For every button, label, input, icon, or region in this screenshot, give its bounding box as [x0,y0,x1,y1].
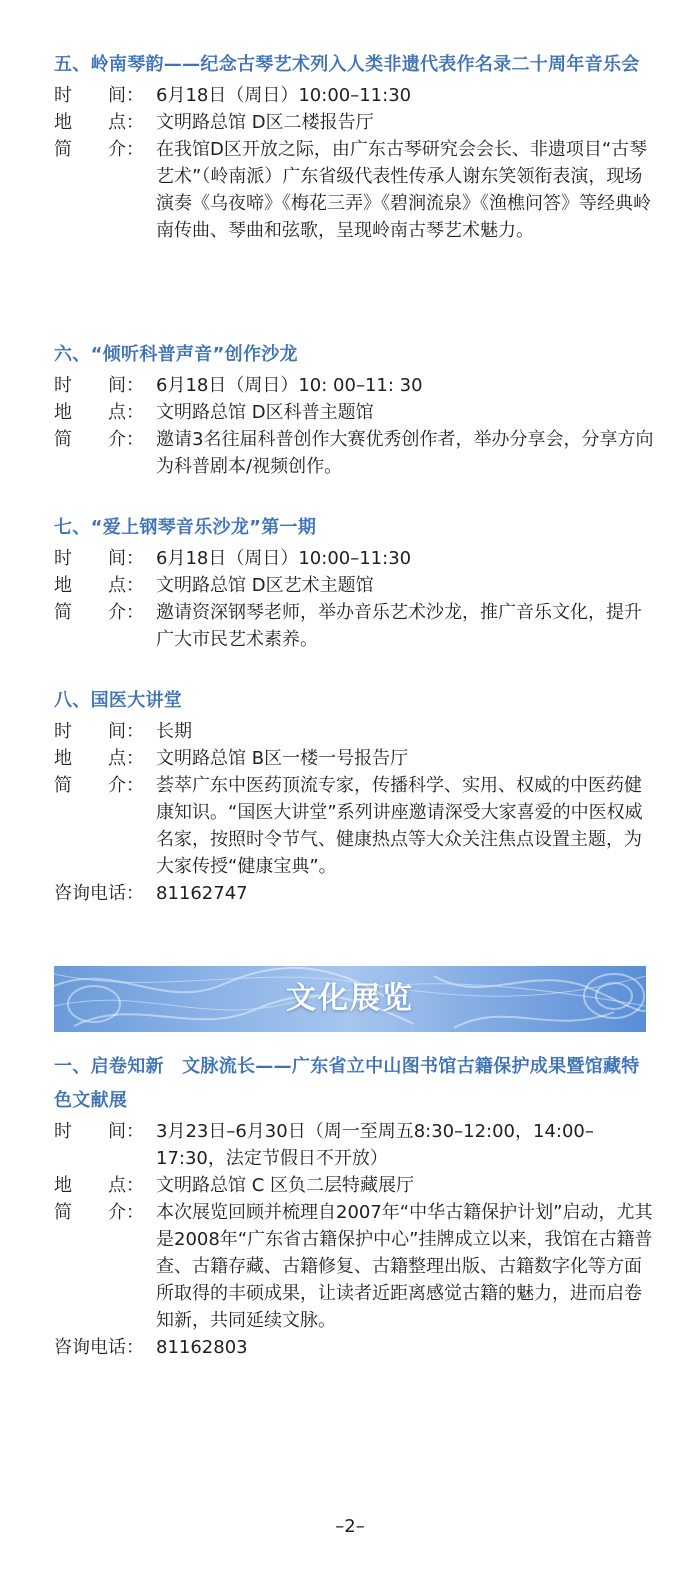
event-section-6 [54,338,654,480]
event-place-row [54,109,654,136]
event-intro: 邀请3名往届科普创作大赛优秀创作者，举办分享会，分享方向为科普剧本/视频创作。 [156,429,654,477]
exhibition-place: 文明路总馆 C 区负二层特藏展厅 [156,1175,415,1196]
event-title: 八、国医大讲堂 [54,690,183,711]
time-label: 时 间： [54,85,144,106]
event-phone-row [54,880,654,907]
exhibition-place-row [54,1172,654,1199]
event-place: 文明路总馆 D区艺术主题馆 [156,575,374,596]
exhibition-intro-row [54,1199,654,1334]
event-place-row [54,572,654,599]
exhibition-phone-row [54,1334,654,1361]
exhibition-phone: 81162803 [156,1337,248,1358]
time-label: 时 间： [54,721,144,742]
exhibition-title: 一、启卷知新 文脉流长——广东省立中山图书馆古籍保护成果暨馆藏特色文献展 [54,1056,640,1111]
event-intro-row [54,772,654,880]
event-time-row [54,372,654,399]
intro-label: 简 介： [54,602,144,623]
exhibition-time: 3月23日–6月30日（周一至周五8:30–12:00，14:00–17:30，法定节假日不开放） [156,1121,594,1169]
page-number: –2– [335,1516,365,1537]
intro-label: 简 介： [54,429,144,450]
time-label: 时 间： [54,548,144,569]
event-section-8 [54,684,654,907]
event-title: 六、“倾听科普声音”创作沙龙 [54,344,298,365]
exhibition-section-1 [54,1050,654,1361]
event-title: 七、“爱上钢琴音乐沙龙”第一期 [54,517,317,538]
time-label: 时 间： [54,1121,144,1142]
exhibition-time-row [54,1118,654,1172]
event-place-row [54,745,654,772]
event-intro: 在我馆D区开放之际，由广东古琴研究会会长、非遗项目“古琴艺术”（岭南派）广东省级代表性传承人谢东笑领衔表演，现场演奏《乌夜啼》《梅花三弄》《碧涧流泉》《渔樵问答》等经典岭南传曲、琴曲和弦歌，呈现岭南古琴艺术魅力。 [156,139,651,241]
event-time: 6月18日（周日）10:00–11:30 [156,548,412,569]
event-intro: 荟萃广东中医药顶流专家，传播科学、实用、权威的中医药健康知识。“国医大讲堂”系列讲座邀请深受大家喜爱的中医权威名家，按照时令节气、健康热点等大众关注焦点设置主题，为大家传授“健康宝典”。 [156,775,643,877]
event-place: 文明路总馆 D区科普主题馆 [156,402,374,423]
event-intro-row [54,136,654,244]
event-place: 文明路总馆 B区一楼一号报告厅 [156,748,409,769]
event-time: 6月18日（周日）10:00–11:30 [156,85,412,106]
event-time-row [54,545,654,572]
event-intro-row [54,599,654,653]
phone-label: 咨询电话： [54,883,144,904]
event-section-7 [54,511,654,653]
event-place-row [54,399,654,426]
place-label: 地 点： [54,1175,144,1196]
place-label: 地 点： [54,112,144,133]
banner-title: 文化展览 [286,981,414,1016]
intro-label: 简 介： [54,139,144,160]
place-label: 地 点： [54,748,144,769]
exhibition-intro: 本次展览回顾并梳理自2007年“中华古籍保护计划”启动，尤其是2008年“广东省古籍保护中心”挂牌成立以来，我馆在古籍普查、古籍存藏、古籍修复、古籍整理出版、古籍数字化等方面所取得的丰硕成果，让读者近距离感觉古籍的魅力，进而启卷知新，共同延续文脉。 [156,1202,653,1331]
event-time: 长期 [156,721,192,742]
event-title: 五、岭南琴韵——纪念古琴艺术列入人类非遗代表作名录二十周年音乐会 [54,54,640,75]
place-label: 地 点： [54,575,144,596]
intro-label: 简 介： [54,1202,144,1223]
section-banner [54,966,646,1032]
event-time-row [54,82,654,109]
place-label: 地 点： [54,402,144,423]
phone-label: 咨询电话： [54,1337,144,1358]
event-time-row [54,718,654,745]
intro-label: 简 介： [54,775,144,796]
time-label: 时 间： [54,375,144,396]
event-phone: 81162747 [156,883,248,904]
event-intro-row [54,426,654,480]
event-intro: 邀请资深钢琴老师，举办音乐艺术沙龙，推广音乐文化，提升广大市民艺术素养。 [156,602,642,650]
event-section-5 [54,48,654,244]
event-time: 6月18日（周日）10: 00–11: 30 [156,375,423,396]
event-place: 文明路总馆 D区二楼报告厅 [156,112,374,133]
